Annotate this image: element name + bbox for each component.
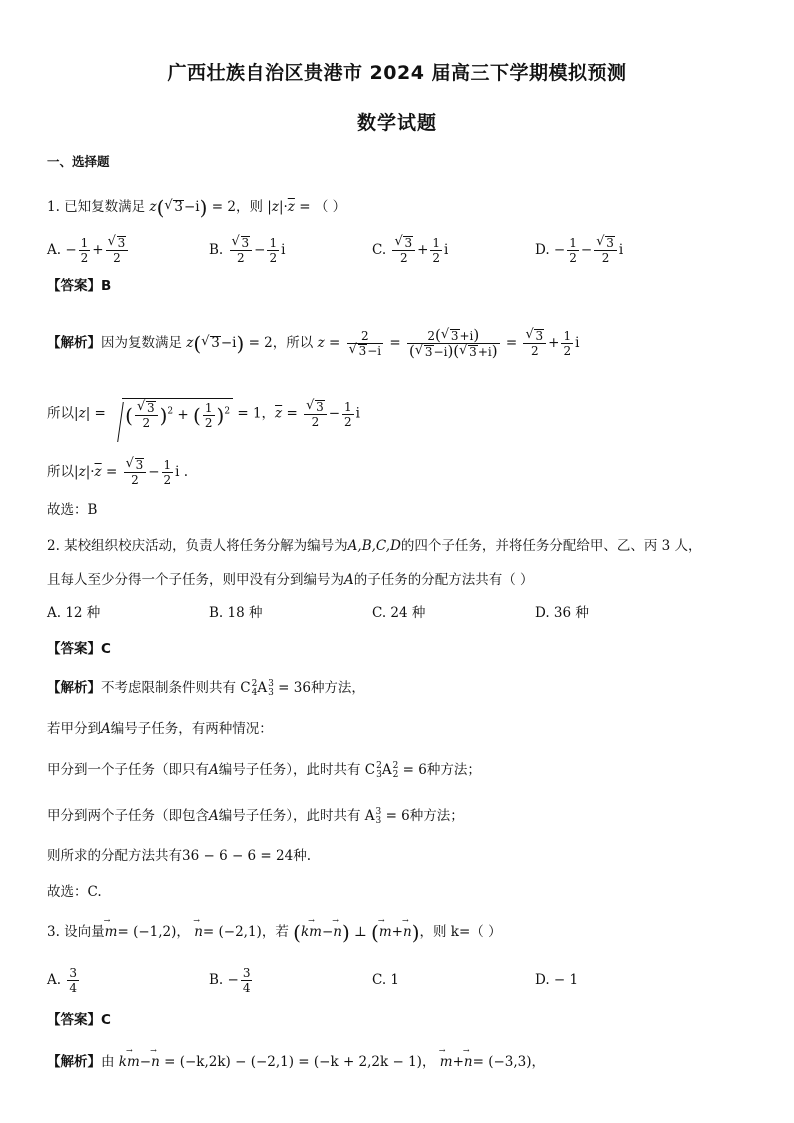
q2-option-d: D. 36 种 — [535, 605, 589, 621]
q2-option-b: B. 18 种 — [209, 605, 263, 621]
q1-option-b: B. √ $\frac{3}{2}$ − $\frac{1}{2}$ i — [209, 236, 285, 265]
q1-analysis-3: 所以$|z|\cdot\overline{z}$ = √ $\frac{3}{2}$ − $\frac{1}{2}$ i . — [47, 458, 188, 487]
page-subtitle: 数学试题 — [356, 112, 437, 134]
page-title: 广西壮族自治区贵港市 2024 届高三下学期模拟预测 — [167, 62, 627, 84]
q3-analysis-1: 【解析】由 k→ m−→ n = (−k,2k) − (−2,1) = (−k + 2,2k − 1)， → m+→ n= (−3,3)， — [47, 1052, 545, 1072]
q3-option-b: B. − $\frac{3}{4}$ — [209, 966, 251, 995]
q2-conclusion: 故选：C. — [47, 884, 102, 900]
q2-stem-line-1: 2. 某校组织校庆活动，负责人将任务分解为编号为A,B,C,D的四个子任务，并将任务分配给甲、乙、丙 3 人， — [47, 538, 702, 554]
q2-analysis-3: 甲分到一个子任务（即只有A编号子任务），此时共有 C 2 3 A 2 2 = 6种方法； — [47, 760, 481, 780]
q2-option-a: A. 12 种 — [47, 605, 101, 621]
q3-option-d: D. − 1 — [535, 972, 579, 988]
q2-stem-line-2: 且每人至少分得一个子任务，则甲没有分到编号为A的子任务的分配方法共有（ ） — [47, 572, 534, 588]
section-heading: 一、选择题 — [47, 154, 110, 169]
q1-option-d: D. − $\frac{1}{2}$ − √ $\frac{3}{2}$ i — [535, 236, 623, 265]
q1-stem: 1. 已知复数满足 z( √ 3−i) = 2，则 $|z|\cdot\overline{z}$ = （ ） — [47, 197, 346, 218]
q2-option-c: C. 24 种 — [372, 605, 426, 621]
q1-analysis-1: 【解析】因为复数满足 z( √ 3−i) = 2，所以 z = 2 √ 3−i = $\frac{2( √ 3+i)}{( √ 3-i)( √ 3+i)}$ = √ $\frac{3}{2}$ + $\frac{1}{2}$ i — [47, 328, 579, 359]
q3-option-a: A. $\frac{3}{4}$ — [47, 966, 77, 995]
q1-answer: 【答案】B — [47, 278, 112, 294]
q2-analysis-1: 【解析】不考虑限制条件则共有 C 2 4 A 3 3 = 36种方法， — [47, 678, 365, 698]
q2-analysis-4: 甲分到两个子任务（即包含A编号子任务），此时共有 A 3 3 = 6种方法； — [47, 806, 464, 826]
q2-analysis-5: 则所求的分配方法共有36 − 6 − 6 = 24种. — [47, 848, 312, 864]
q3-option-c: C. 1 — [372, 972, 400, 988]
q3-answer: 【答案】C — [47, 1012, 111, 1028]
q3-stem: 3. 设向量→ m= (−1,2)， → n= (−2,1)，若 (k→ m−→ n) ⊥ (→ m+→ n)，则 k=（ ） — [47, 922, 502, 943]
q2-answer: 【答案】C — [47, 641, 111, 657]
q1-option-c: C. √ $\frac{3}{2}$ + $\frac{1}{2}$ i — [372, 236, 448, 265]
q1-analysis-2: 所以|z| = ( √ $\frac{3}{2}$ )$^2$ + ( $\frac{1}{2}$ )$^2$ = 1，$\overline{z}$ = √ $\frac{3}{2}$ − $\frac{1}{2}$ i — [47, 398, 360, 430]
q1-option-a: A. − $\frac{1}{2}$ + √ $\frac{3}{2}$ — [47, 236, 130, 265]
q2-analysis-2: 若甲分到A编号子任务，有两种情况： — [47, 721, 273, 737]
q1-conclusion: 故选：B — [47, 502, 98, 518]
